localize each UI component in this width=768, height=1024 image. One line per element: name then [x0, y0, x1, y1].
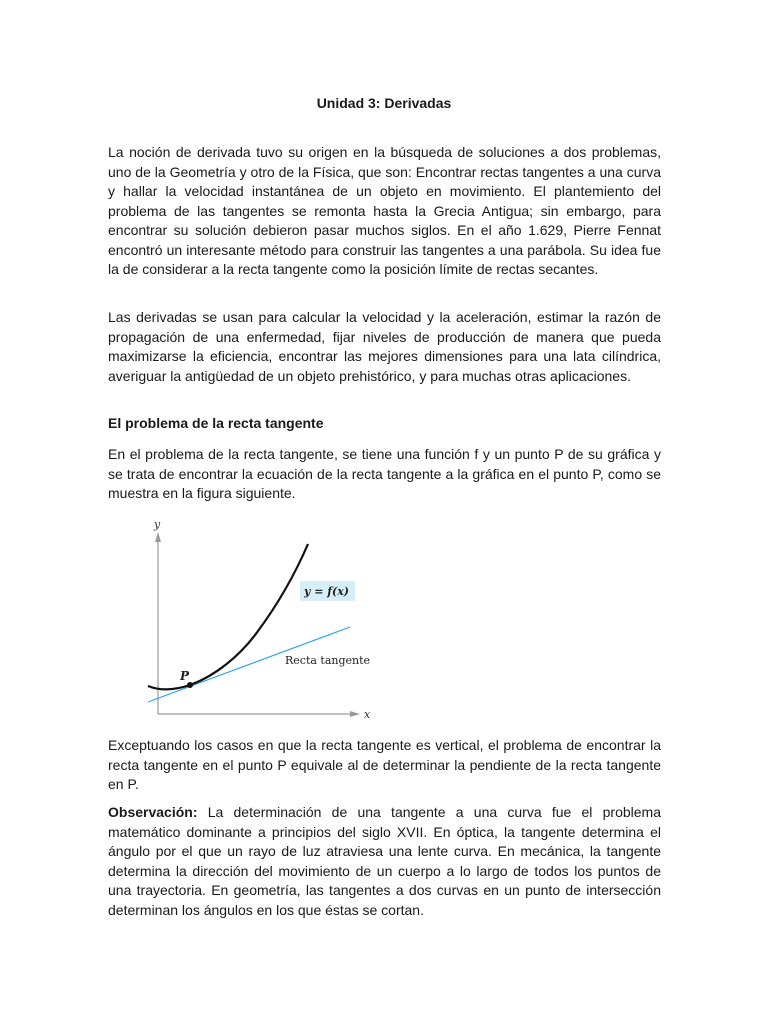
x-axis-arrow [350, 711, 360, 717]
observation-text: La determinación de una tangente a una curva fue el problema matemático dominante a principios del siglo XVII. En óptica, la tangente determina el ángulo por el que un rayo de luz atraviesa una lente curva. En mecánica, la tangente determina la dirección del movimiento de un cuerpo a lo largo de todos los puntos de una trayectoria. En geometría, las tangentes a dos curvas en un punto de intersección determinan los ángulos en los que éstas se cortan. [108, 804, 661, 918]
tangent-graph [140, 516, 380, 726]
function-curve [148, 544, 308, 689]
y-axis-label: y [154, 518, 161, 531]
observation-label: Observación: [108, 804, 198, 820]
applications-paragraph: Las derivadas se usan para calcular la velocidad y la aceleración, estimar la razón de propagación de una enfermedad, fijar niveles de producción de manera que pueda maximizarse la eficiencia, encontrar las mejores dimensiones para una lata cilíndrica, averiguar la antigüedad de un objeto prehistórico, y para muchas otras aplicaciones. [108, 309, 661, 384]
section-paragraph: En el problema de la recta tangente, se tiene una función f y un punto P de su gráfica y se trata de encontrar la ecuación de la recta tangente a la gráfica en el punto P, como se muestra en la figura siguiente. [108, 446, 661, 501]
tangent-figure [140, 516, 380, 726]
y-axis-arrow [155, 532, 161, 542]
point-p-label: P [180, 669, 190, 683]
after-figure-paragraph: Exceptuando los casos en que la recta tangente es vertical, el problema de encontrar la recta tangente en el punto P equivale al de determinar la pendiente de la recta tangente en P. [108, 737, 661, 792]
x-axis-label: x [364, 708, 371, 721]
observation-paragraph [108, 803, 661, 920]
intro-paragraph: La noción de derivada tuvo su origen en la búsqueda de soluciones a dos problemas, uno de la Geometría y otro de la Física, que son: Encontrar rectas tangentes a una curva y hallar la velocidad instantánea de un objeto en movimiento. El plantemiento del problema de las tangentes se remonta hasta la Grecia Antigua; sin embargo, para encontrar su solución debieron pasar muchos siglos. En el año 1.629, Pierre Fennat encontró un interesante método para construir las tangentes a una parábola. Su idea fue la de considerar a la recta tangente como la posición límite de rectas secantes. [108, 144, 661, 277]
document-title: Unidad 3: Derivadas [316, 95, 452, 111]
curve-label: y = f(x) [304, 585, 349, 598]
section-heading: El problema de la recta tangente [108, 415, 324, 431]
tangent-label: Recta tangente [285, 654, 371, 667]
